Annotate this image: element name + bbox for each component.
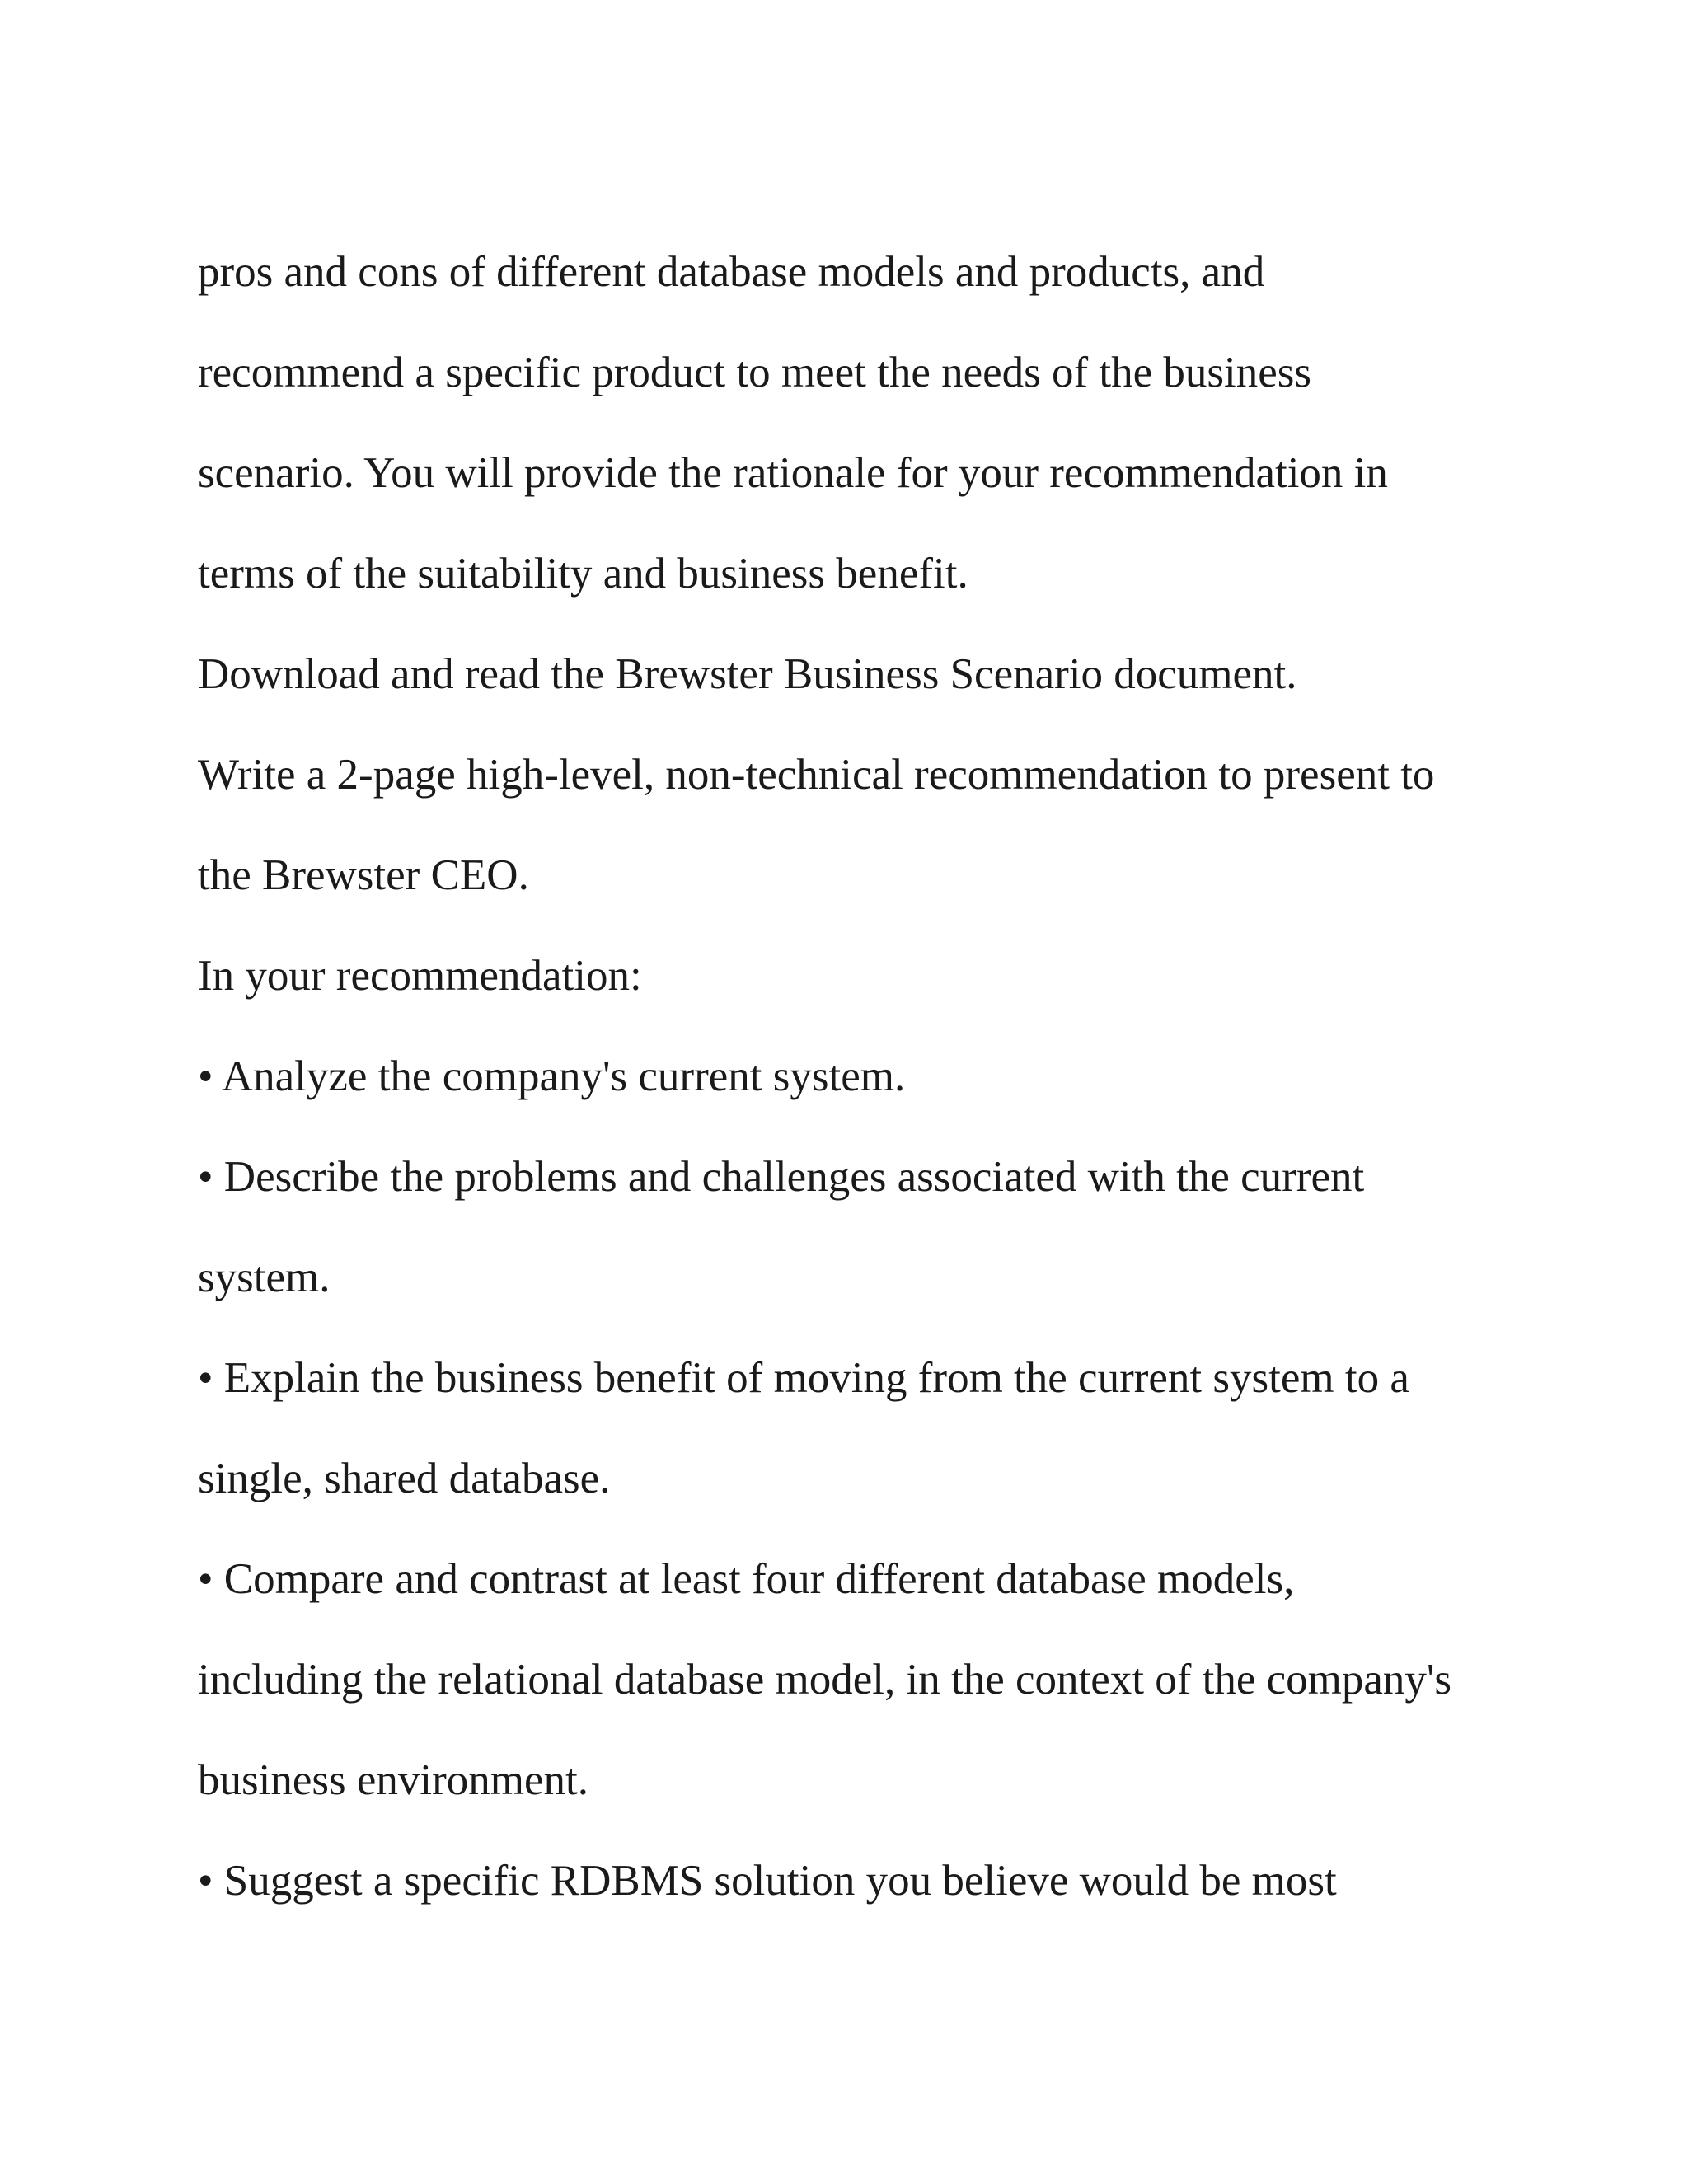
instruction-line: the Brewster CEO. [198,851,529,899]
list-intro-line: In your recommendation: [198,952,642,1000]
bullet-item-line: • Describe the problems and challenges associated with the current [198,1153,1365,1201]
bullet-item-line: • Explain the business benefit of moving from the current system to a [198,1354,1409,1402]
instruction-line: Download and read the Brewster Business Scenario document. [198,650,1297,698]
bullet-item-line: including the relational database model, in the context of the company's [198,1656,1452,1704]
bullet-item-line: • Analyze the company's current system. [198,1052,906,1100]
bullet-item-line: business environment. [198,1756,588,1804]
bullet-item-line: • Compare and contrast at least four different database models, [198,1555,1295,1603]
paragraph-line: terms of the suitability and business benefit. [198,550,968,598]
paragraph-line: pros and cons of different database models and products, and [198,248,1265,296]
bullet-item-line: system. [198,1254,331,1301]
paragraph-line: recommend a specific product to meet the needs of the business [198,349,1312,396]
bullet-item-line: single, shared database. [198,1455,611,1502]
paragraph-line: scenario. You will provide the rationale for your recommendation in [198,449,1388,497]
bullet-item-line: • Suggest a specific RDBMS solution you believe would be most [198,1857,1337,1905]
instruction-line: Write a 2-page high-level, non-technical recommendation to present to [198,751,1435,799]
